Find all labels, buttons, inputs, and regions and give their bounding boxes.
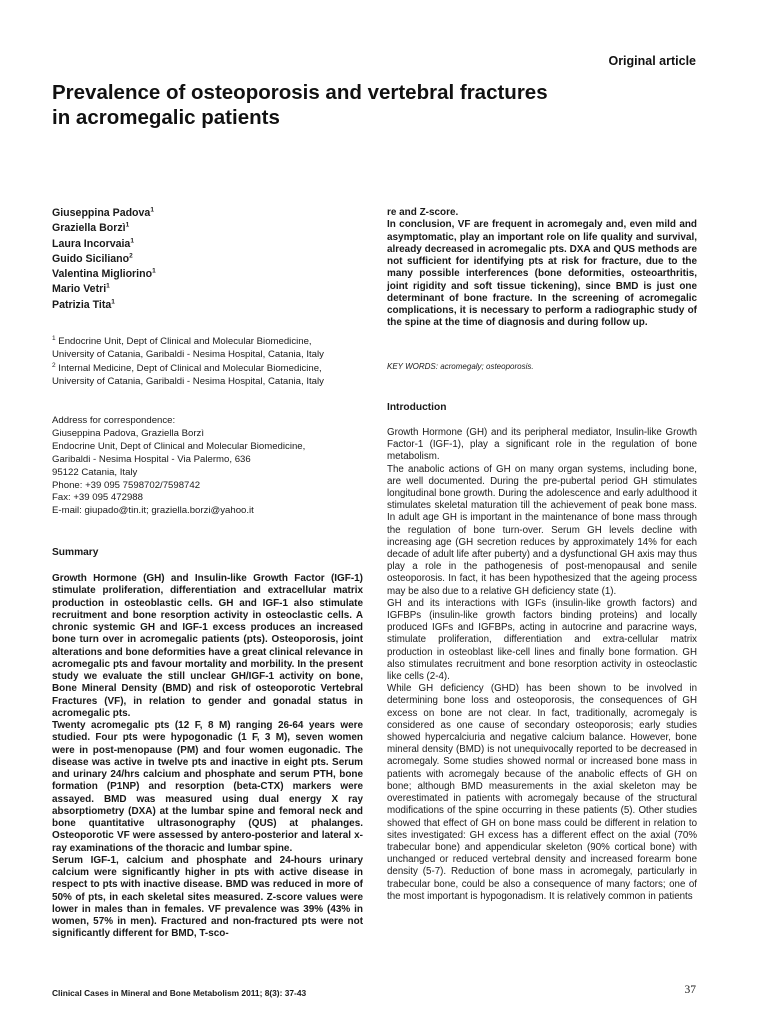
correspondence-line: Garibaldi - Nesima Hospital - Via Palermo, 636: [52, 453, 251, 465]
author-list: [52, 206, 156, 313]
summary-text-right-column: [387, 207, 697, 330]
journal-citation: Clinical Cases in Mineral and Bone Metabolism 2011; 8(3): 37-43: [52, 988, 307, 998]
affiliation-mark: 2: [52, 361, 56, 369]
author: [52, 221, 156, 236]
author-name: Laura Incorvaia: [52, 237, 131, 250]
page-number: 37: [684, 984, 696, 996]
author: [52, 282, 156, 297]
affiliation-line: University of Catania, Garibaldi - Nesima Hospital, Catania, Italy: [52, 349, 324, 361]
author-affiliation-mark: 1: [152, 267, 156, 275]
summary-paragraph: re and Z-score.: [387, 207, 459, 218]
correspondence-line: Address for correspondence:: [52, 415, 176, 426]
author-name: Valentina Migliorino: [52, 268, 153, 281]
author-affiliation-mark: 1: [150, 206, 154, 214]
correspondence-line: Endocrine Unit, Dept of Clinical and Molecular Biomedicine,: [52, 440, 306, 452]
affiliation-line: Endocrine Unit, Dept of Clinical and Molecular Biomedicine,: [55, 336, 312, 347]
affiliation: [52, 362, 372, 389]
introduction-paragraph: While GH deficiency (GHD) has been shown to be involved in determining bone loss and osteoporosis, the consequences of GH excess on bone are not clear. In fact, traditionally, acromegaly is considered as one cause of secondary osteoporosis; early studies showed hypercalciuria and negative calcium balance. However, bone mineral density (BMD) is not unequivocally reported to be decreased in acromegaly. Some studies showed normal or increased bone mass in patients with acromegaly because of the anabolic effects of GH on bone; although BMD measurements in the axial skeleton may be overestimated in patients with acromegaly because of the structural modifications of the spine occurring in these patients (5). Other studies showed that effect of GH on bone mass could be different in relation to sites investigated: GH excess has a different effect on the axial (70% trabecular bone) and appendicular skeleton (90% cortical bone) with unchanged or reduced vertebral density and increased forearm bone density (5-7). Reduction of bone mass in acromegaly, particularly in trabecular bone, could be also a consequence of many factors; one of the most important is hypogonadism. It is relatively common in patients: [387, 683, 697, 902]
author: [52, 206, 156, 221]
author-name: Patrizia Tita: [52, 298, 112, 311]
introduction-paragraph: The anabolic actions of GH on many organ systems, including bone, are well documented. During the pre-pubertal period GH stimulates longitudinal bone growth. During the adolescence and early adulthood it stimulates skeletal maturation till the achievement of peak bone mass. In adult age GH is important in the maintenance of bone mass through the regulation of bone turn-over. Serum GH levels decline with increasing age (GH secretion reduces by approximately 14% for each decade of adult life after puberty) and a dysfunctional GH axis may thus play a role in the pathogenesis of post-menopausal and senile osteoporosis. In fact, it has been hypothesized that the ageing process may be also due to a relative GH deficiency state (1).: [387, 463, 697, 597]
author-affiliation-mark: 1: [125, 221, 130, 229]
affiliation-mark: 1: [52, 334, 56, 342]
affiliations: [52, 335, 372, 388]
author: [52, 267, 156, 282]
introduction-paragraph: Growth Hormone (GH) and its peripheral mediator, Insulin-like Growth Factor-1 (IGF-1), play a significant role in the regulation of bone metabolism.: [387, 427, 697, 463]
article-title-line-1: Prevalence of osteoporosis and vertebral fractures: [52, 81, 548, 104]
author: [52, 298, 156, 313]
article-type-label: Original article: [608, 54, 696, 68]
keywords: KEY WORDS: acromegaly; osteoporosis.: [387, 362, 534, 371]
author: [52, 237, 156, 252]
author: [52, 252, 156, 267]
author-name: Mario Vetri: [52, 283, 107, 296]
correspondence-line: Fax: +39 095 472988: [52, 492, 143, 504]
affiliation-line: University of Catania, Garibaldi - Nesima Hospital, Catania, Italy: [52, 375, 324, 387]
correspondence-line: 95122 Catania, Italy: [52, 466, 138, 478]
affiliation-line: Internal Medicine, Dept of Clinical and Molecular Biomedicine,: [55, 362, 322, 374]
summary-paragraph: Twenty acromegalic pts (12 F, 8 M) ranging 26-64 years were studied. Four pts were hypogonadic (1 F, 3 M), seven women were in post-menopause (PM) and four women eugonadic. The disease was active in twelve pts and inactive in eight pts. Serum and urinary 24/hrs calcium and phosphate and serum PTH, bone formation (P1NP) and resorption (beta-CTX) markers were assayed. BMD was measured using dual energy X ray absorptiometry (DXA) at the lumbar spine and femoral neck and bone quantitative ultrasonography (QUS) at phalanges. Osteoporotic VF were assessed by antero-posterior and lateral x-ray examinations of the thoracic and lumbar spine.: [52, 720, 363, 854]
affiliation: [52, 335, 372, 362]
author-affiliation-mark: 1: [111, 298, 115, 306]
introduction-paragraph: GH and its interactions with IGFs (insulin-like growth factors) and IGFBPs (insulin-like growth factors binding proteins) and locally produced IGFs and IGFBPs, acting in autocrine and paracrine ways, stimulate proliferation, differentiation and extra-cellular matrix production in osteoblast like-cell lines and finally bone formation. GH also stimulates recruitment and bone resorption activity in osteoclastic like cells (2-4).: [387, 597, 697, 683]
article-title-line-2: in acromegalic patients: [52, 106, 280, 129]
author-affiliation-mark: 2: [129, 252, 133, 260]
correspondence-line: Phone: +39 095 7598702/7598742: [52, 479, 201, 491]
summary-paragraph: Serum IGF-1, calcium and phosphate and 24-hours urinary calcium were significantly higher in pts with active disease in respect to pts with inactive disease. BMD was reduced in more of 50% of pts, in each skeletal sites measured. Z-score values were lower in males than in females. VF prevalence was 39% (43% in women, 57% in men). Fractured and non-fractured pts were not significantly different for BMD, T-sco-: [52, 854, 363, 940]
author-affiliation-mark: 1: [130, 237, 134, 245]
correspondence-block: [52, 415, 372, 518]
author-name: Guido Siciliano: [52, 252, 130, 265]
author-name: Graziella Borzì: [52, 222, 126, 235]
author-name: Giuseppina Padova: [52, 207, 151, 219]
summary-paragraph: Growth Hormone (GH) and Insulin-like Growth Factor (IGF-1) stimulate proliferation, differentiation and extracellular matrix production in osteoblastic cells. GH and IGF-1 also stimulate recruitment and bone resorption activity in osteoclastic cells. A chronic systemic GH and IGF-1 excess produces an increased bone turn over in acromegalic patients (pts). Osteoporosis, joint alterations and bone deformities have a great clinical relevance in acromegalic pts and favour mortality and morbility. In the present study we evaluate the still unclear GH/IGF-1 activity on bone, Bone Mineral Density (BMD) and risk of osteoporotic Vertebral Fractures (VF), in relation to gender and gonadal status in acromegalic pts.: [52, 573, 363, 719]
introduction-text: [387, 427, 697, 903]
summary-text-left-column: [52, 573, 363, 941]
article-title: [52, 80, 692, 130]
summary-heading: Summary: [52, 547, 99, 558]
correspondence-line: E-mail: giupado@tin.it; graziella.borzi@yahoo.it: [52, 505, 254, 517]
summary-paragraph: In conclusion, VF are frequent in acromegaly and, even mild and asymptomatic, play an important role on life quality and survival, already decreased in acromegalic pts. DXA and QUS methods are not sufficient for identifying pts at risk for fracture, due to the many possible interferences (bone deformities, osteoarthritis, joint rigidity and soft tissue tickening), since BMD is just one determinant of bone fracture. In the screening of acromegalic complications, it is necessary to perform a radiographic study of the spine at the time of diagnosis and during follow up.: [387, 219, 697, 329]
introduction-heading: Introduction: [387, 402, 447, 413]
correspondence-line: Giuseppina Padova, Graziella Borzì: [52, 427, 204, 439]
author-affiliation-mark: 1: [106, 282, 110, 290]
